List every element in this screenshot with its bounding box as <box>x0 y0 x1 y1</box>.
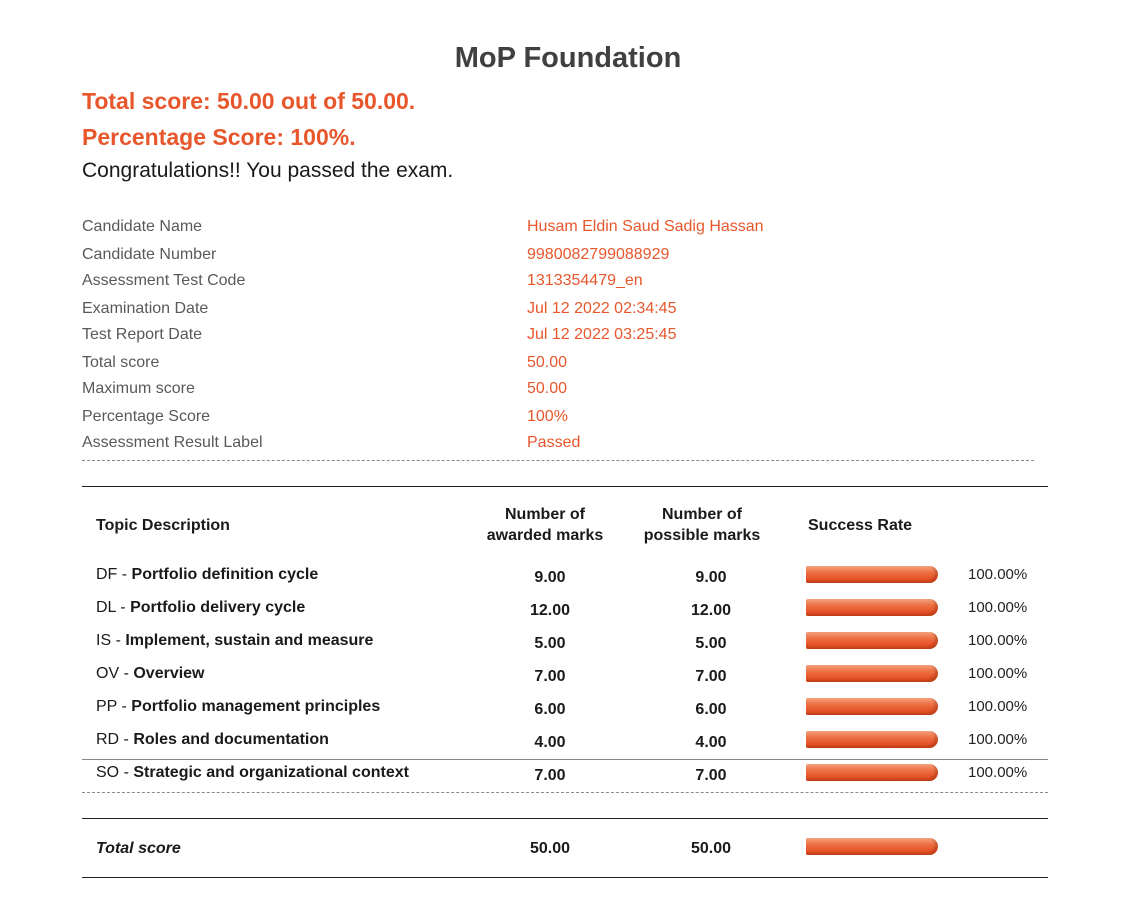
maximum-score-value: 50.00 <box>527 380 568 397</box>
total-success-rate-bar <box>806 838 938 855</box>
topic-name: Overview <box>133 665 205 682</box>
table-top-rule <box>82 486 1048 487</box>
awarded-marks: 6.00 <box>534 701 566 718</box>
table-row-topic: DL - Portfolio delivery cycle <box>96 599 306 616</box>
topic-name: Implement, sustain and measure <box>125 632 374 649</box>
topic-name: Portfolio management principles <box>131 698 381 715</box>
possible-marks: 12.00 <box>690 602 732 619</box>
table-row-topic: RD - Roles and documentation <box>96 731 329 748</box>
awarded-marks: 7.00 <box>534 668 566 685</box>
exam-date-value: Jul 12 2022 02:34:45 <box>527 300 677 317</box>
success-rate-bar <box>806 764 938 781</box>
candidate-name-value: Husam Eldin Saud Sadig Hassan <box>527 218 764 235</box>
awarded-marks: 5.00 <box>534 635 566 652</box>
success-rate-percent: 100.00% <box>968 599 1028 616</box>
topic-name: Strategic and organizational context <box>133 764 409 781</box>
topic-code: DF <box>96 566 118 583</box>
header-possible-line1: Number of <box>662 506 742 523</box>
possible-marks: 4.00 <box>695 734 727 751</box>
table-rows-divider <box>82 792 1048 793</box>
success-rate-bar <box>806 599 938 616</box>
success-rate-percent: 100.00% <box>968 566 1028 583</box>
header-possible-marks <box>632 504 772 546</box>
table-row-topic: DF - Portfolio definition cycle <box>96 566 319 583</box>
info-divider <box>82 460 1034 461</box>
percentage-score-line: Percentage Score: 100%. <box>82 124 356 150</box>
result-label-value: Passed <box>527 434 581 451</box>
header-awarded-marks <box>475 504 615 546</box>
success-rate-percent: 100.00% <box>968 764 1028 781</box>
success-rate-bar <box>806 698 938 715</box>
topic-name: Portfolio delivery cycle <box>130 599 306 616</box>
table-bottom-rule <box>82 877 1048 878</box>
exam-date-label: Examination Date <box>82 300 209 317</box>
header-topic-description: Topic Description <box>96 517 230 534</box>
percentage-score-label: Percentage Score <box>82 408 211 425</box>
possible-marks: 6.00 <box>695 701 727 718</box>
awarded-marks: 12.00 <box>529 602 571 619</box>
success-rate-bar <box>806 632 938 649</box>
topic-code: SO <box>96 764 120 781</box>
success-rate-percent: 100.00% <box>968 665 1028 682</box>
row-separator <box>82 759 1048 760</box>
total-awarded-marks: 50.00 <box>529 840 571 857</box>
awarded-marks: 9.00 <box>534 569 566 586</box>
result-label-label: Assessment Result Label <box>82 434 263 451</box>
header-awarded-line1: Number of <box>505 506 585 523</box>
topic-code: DL <box>96 599 116 616</box>
table-row-topic: OV - Overview <box>96 665 205 682</box>
percentage-score-value: 100% <box>527 408 568 425</box>
success-rate-percent: 100.00% <box>968 632 1028 649</box>
total-possible-marks: 50.00 <box>690 840 732 857</box>
header-awarded-line2: awarded marks <box>486 527 604 544</box>
awarded-marks: 4.00 <box>534 734 566 751</box>
report-date-label: Test Report Date <box>82 326 203 343</box>
table-row-topic: SO - Strategic and organizational context <box>96 764 409 781</box>
success-rate-bar <box>806 665 938 682</box>
report-date-value: Jul 12 2022 03:25:45 <box>527 326 677 343</box>
total-top-rule <box>82 818 1048 819</box>
congratulations-message: Congratulations!! You passed the exam. <box>82 159 454 182</box>
success-rate-percent: 100.00% <box>968 698 1028 715</box>
candidate-number-label: Candidate Number <box>82 246 217 263</box>
candidate-name-label: Candidate Name <box>82 218 203 235</box>
possible-marks: 5.00 <box>695 635 727 652</box>
page-title: MoP Foundation <box>454 42 682 74</box>
test-code-value: 1313354479_en <box>527 272 643 289</box>
total-score-value: 50.00 <box>527 354 568 371</box>
total-score-line: Total score: 50.00 out of 50.00. <box>82 88 416 114</box>
topic-code: OV <box>96 665 120 682</box>
candidate-number-value: 9980082799088929 <box>527 246 670 263</box>
success-rate-percent: 100.00% <box>968 731 1028 748</box>
total-score-label: Total score <box>82 354 160 371</box>
possible-marks: 7.00 <box>695 767 727 784</box>
possible-marks: 7.00 <box>695 668 727 685</box>
header-possible-line2: possible marks <box>643 527 761 544</box>
maximum-score-label: Maximum score <box>82 380 195 397</box>
possible-marks: 9.00 <box>695 569 727 586</box>
table-row-topic: IS - Implement, sustain and measure <box>96 632 374 649</box>
success-rate-bar <box>806 731 938 748</box>
topic-name: Roles and documentation <box>133 731 329 748</box>
topic-code: PP <box>96 698 118 715</box>
table-row-topic: PP - Portfolio management principles <box>96 698 381 715</box>
success-rate-bar <box>806 566 938 583</box>
topic-code: RD <box>96 731 120 748</box>
awarded-marks: 7.00 <box>534 767 566 784</box>
header-success-rate: Success Rate <box>808 517 913 534</box>
topic-code: IS <box>96 632 112 649</box>
total-score-row-label: Total score <box>96 840 181 857</box>
test-code-label: Assessment Test Code <box>82 272 246 289</box>
topic-name: Portfolio definition cycle <box>131 566 319 583</box>
